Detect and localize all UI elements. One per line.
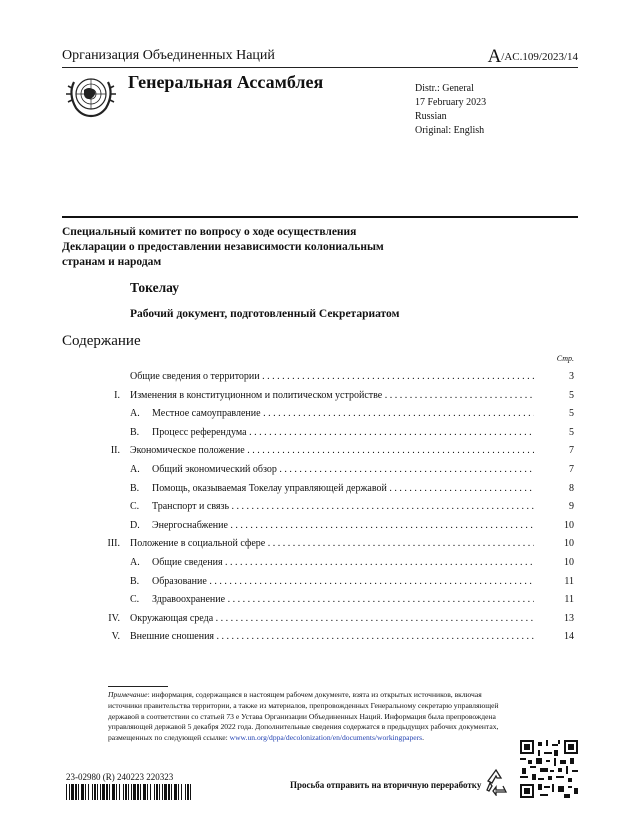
- toc-row[interactable]: [62, 554, 574, 573]
- toc-row[interactable]: [62, 535, 574, 554]
- barcode-bar: [88, 784, 89, 800]
- table-of-contents: [62, 368, 574, 647]
- toc-page-number: 13: [564, 612, 574, 624]
- barcode-bar: [119, 784, 120, 800]
- toc-page-number: 10: [564, 556, 574, 568]
- barcode-bar: [140, 784, 141, 800]
- original-line: Original: English: [415, 125, 485, 136]
- barcode-bar: [106, 784, 108, 800]
- toc-title: Общие сведения . . .: [152, 554, 534, 573]
- note-lead: Примечание: [108, 690, 148, 699]
- distr-line: Distr.: General: [415, 83, 474, 94]
- barcode-bar: [164, 784, 167, 800]
- toc-page-number: 8: [569, 482, 574, 494]
- toc-letter: C.: [130, 594, 140, 606]
- toc-row[interactable]: [62, 368, 574, 387]
- barcode-bar: [147, 784, 148, 800]
- toc-title: Образование . . .: [152, 573, 534, 592]
- toc-letter: A.: [130, 463, 140, 475]
- barcode-bar: [75, 784, 77, 800]
- toc-page-number: 7: [569, 463, 574, 475]
- barcode-bar: [71, 784, 74, 800]
- toc-roman-numeral: IV.: [108, 612, 120, 624]
- recycle-notice: Просьба отправить на вторичную переработку: [290, 780, 482, 790]
- distribution-info: [415, 82, 486, 138]
- barcode-bar: [150, 784, 151, 800]
- barcode-bar: [156, 784, 158, 800]
- toc-page-number: 14: [564, 631, 574, 643]
- toc-page-number: 10: [564, 519, 574, 531]
- footnote-rule: [108, 686, 168, 687]
- barcode-bar: [128, 784, 129, 800]
- barcode-bar: [109, 784, 110, 800]
- barcode-icon: [66, 784, 192, 800]
- header-bar: [62, 46, 578, 68]
- barcode-bar: [100, 784, 101, 800]
- qr-code-icon: [520, 740, 578, 798]
- toc-row[interactable]: [62, 610, 574, 629]
- note-body: : информация, содержащаяся в настоящем рабочем документе, взята из открытых источников, включая источники правительства территории, а также из материалов, препровожденных Генеральному секретарю управляющей державой в соответствии со статьей 73 e Устава Организации Объединенных Наций. Информация была препровождена управляющей державой 5 декабря 2022 года. Дополнительные сведения содержатся в предыдущих рабочих документах, размещенных по следующей ссылке:: [108, 690, 499, 743]
- toc-roman-numeral: III.: [107, 538, 120, 550]
- toc-letter: D.: [130, 519, 140, 531]
- toc-row[interactable]: [62, 517, 574, 536]
- date-line: 17 February 2023: [415, 97, 487, 108]
- toc-title: Транспорт и связь . . .: [152, 498, 534, 517]
- toc-page-number: 11: [564, 594, 574, 606]
- barcode-bar: [78, 784, 79, 800]
- barcode-bar: [185, 784, 186, 800]
- toc-page-number: 3: [569, 371, 574, 382]
- assembly-title: Генеральная Ассамблея: [128, 72, 324, 92]
- toc-row[interactable]: [62, 461, 574, 480]
- barcode-bar: [162, 784, 163, 800]
- barcode-bar: [178, 784, 179, 800]
- toc-page-number: 5: [569, 426, 574, 438]
- toc-page-number: 5: [569, 408, 574, 420]
- divider: [62, 216, 578, 218]
- barcode-bar: [190, 784, 191, 800]
- toc-page-number: 10: [564, 538, 574, 550]
- toc-row[interactable]: [62, 442, 574, 461]
- toc-page-number: 5: [569, 389, 574, 401]
- toc-roman-numeral: II.: [110, 445, 120, 457]
- toc-title: Местное самоуправление . . .: [152, 405, 534, 424]
- document-subtitle: Рабочий документ, подготовленный Секретариатом: [130, 308, 400, 320]
- toc-title: Внешние сношения . . .: [130, 628, 534, 647]
- toc-title: Положение в социальной сфере . . .: [130, 535, 534, 554]
- toc-page-number: 11: [564, 575, 574, 587]
- recycle-icon: [483, 768, 509, 796]
- toc-letter: A.: [130, 408, 140, 420]
- barcode-bar: [181, 784, 182, 800]
- toc-row[interactable]: [62, 591, 574, 610]
- toc-row[interactable]: [62, 405, 574, 424]
- toc-letter: B.: [130, 575, 140, 587]
- barcode-bar: [154, 784, 155, 800]
- working-papers-link[interactable]: www.un.org/dppa/decolonization/en/documents/workingpapers: [229, 733, 423, 743]
- barcode-bar: [131, 784, 132, 800]
- toc-letter: A.: [130, 556, 140, 568]
- toc-row[interactable]: [62, 480, 574, 499]
- toc-roman-numeral: V.: [111, 631, 120, 643]
- footnote: [108, 690, 513, 744]
- barcode-bar: [85, 784, 86, 800]
- toc-page-number: 9: [569, 501, 574, 513]
- toc-title: Здравоохранение . . .: [152, 591, 534, 610]
- toc-page-number: 7: [569, 445, 574, 457]
- barcode-bar: [171, 784, 172, 800]
- toc-title: Общий экономический обзор . . .: [152, 461, 534, 480]
- barcode-bar: [97, 784, 98, 800]
- symbol-letter: A: [487, 46, 502, 67]
- toc-roman-numeral: I.: [114, 389, 120, 401]
- barcode-bar: [94, 784, 96, 800]
- contents-heading: Содержание: [62, 333, 141, 349]
- toc-row[interactable]: [62, 498, 574, 517]
- toc-title: Энергоснабжение . . .: [152, 517, 534, 536]
- note-end: .: [422, 733, 425, 743]
- toc-letter: C.: [130, 501, 140, 513]
- toc-letter: B.: [130, 426, 140, 438]
- barcode-bar: [112, 784, 115, 800]
- toc-letter: B.: [130, 482, 140, 494]
- barcode-bar: [143, 784, 146, 800]
- toc-title: Помощь, оказываемая Токелау управляющей державой . . .: [152, 480, 534, 499]
- country-title: Токелау: [130, 280, 179, 295]
- barcode-bar: [168, 784, 170, 800]
- toc-row[interactable]: [62, 424, 574, 443]
- barcode-bar: [66, 784, 67, 800]
- toc-title: Окружающая среда . . .: [130, 610, 534, 629]
- barcode-bar: [92, 784, 93, 800]
- job-number: 23-02980 (R) 240223 220323: [66, 772, 174, 782]
- barcode-bar: [102, 784, 105, 800]
- org-name: Организация Объединенных Наций: [62, 48, 275, 63]
- toc-title: Изменения в конституционном и политическом устройстве . . .: [130, 387, 534, 406]
- toc-title: Экономическое положение . . .: [130, 442, 534, 461]
- page-column-label: Стр.: [556, 354, 574, 363]
- barcode-bar: [81, 784, 84, 800]
- barcode-bar: [116, 784, 117, 800]
- barcode-bar: [159, 784, 160, 800]
- toc-title: Процесс референдума . . .: [152, 424, 534, 443]
- toc-row[interactable]: [62, 387, 574, 406]
- barcode-bar: [123, 784, 124, 800]
- barcode-bar: [133, 784, 136, 800]
- document-symbol: [488, 46, 578, 68]
- toc-row[interactable]: [62, 628, 574, 647]
- language-line: Russian: [415, 111, 447, 122]
- symbol-rest: /AC.109/2023/14: [501, 51, 578, 63]
- toc-title: Общие сведения о территории . . .: [130, 368, 534, 387]
- un-emblem-icon: [64, 72, 118, 122]
- barcode-bar: [137, 784, 139, 800]
- barcode-bar: [69, 784, 70, 800]
- barcode-bar: [187, 784, 189, 800]
- toc-row[interactable]: [62, 573, 574, 592]
- barcode-bar: [174, 784, 177, 800]
- barcode-bar: [125, 784, 127, 800]
- committee-name: Специальный комитет по вопросу о ходе осуществления Декларации о предоставлении независимости колониальным странам и народам: [62, 226, 384, 268]
